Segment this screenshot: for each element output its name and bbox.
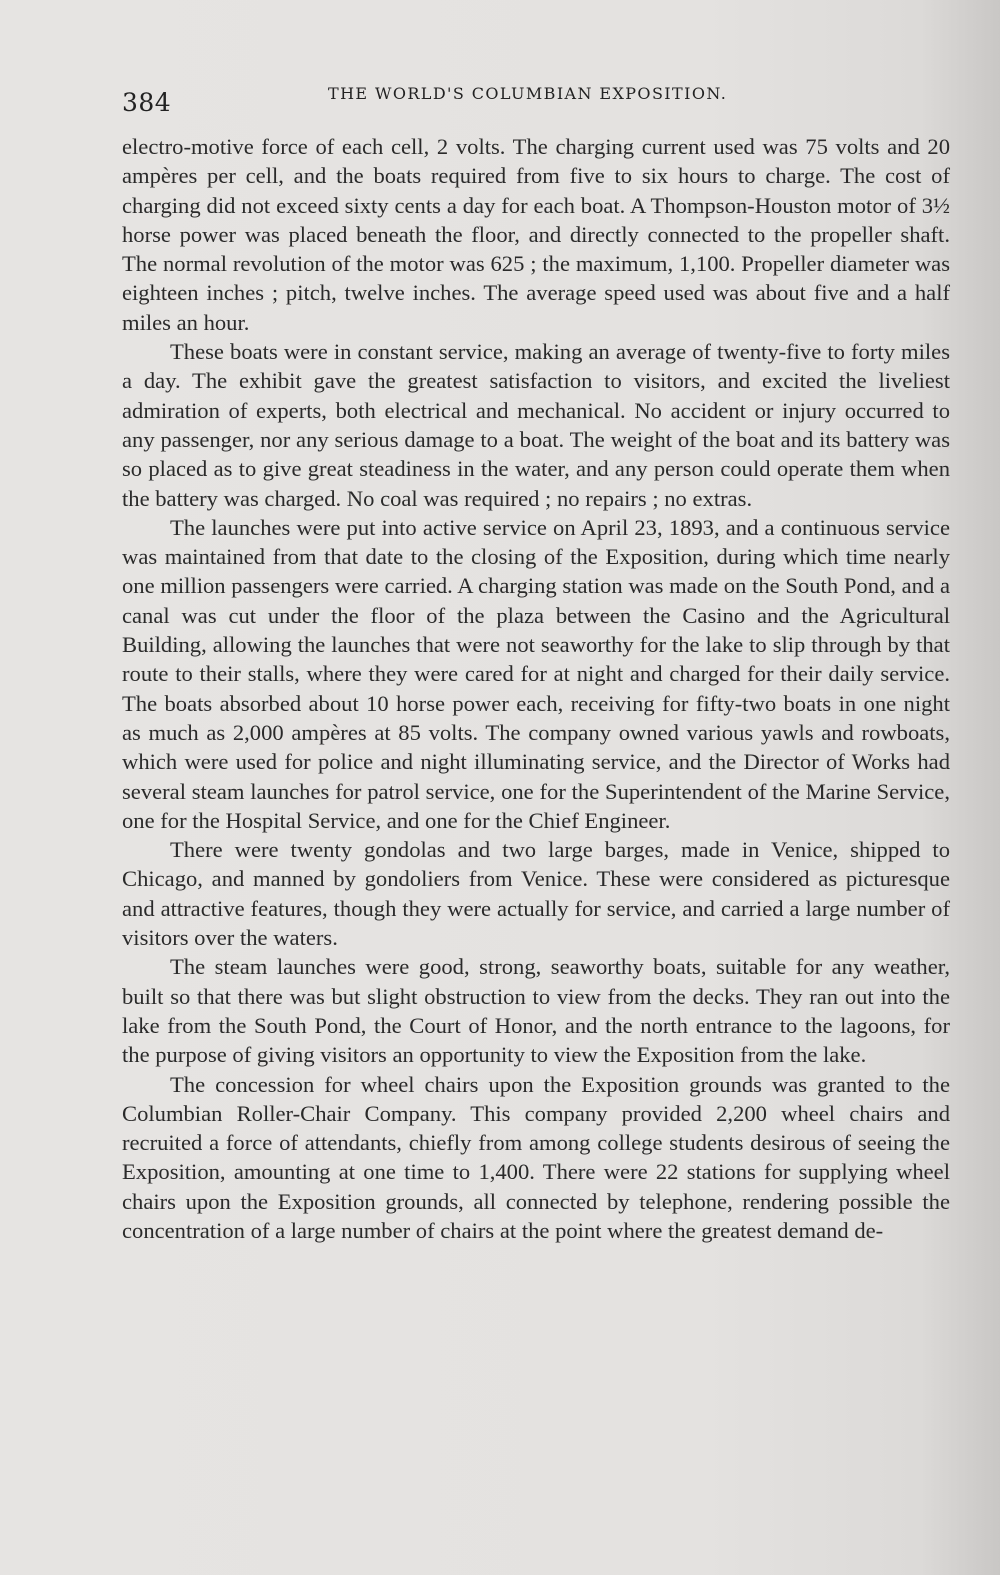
page-number: 384 — [122, 88, 172, 117]
paragraph-boat-service: These boats were in constant service, making an average of twenty-five to forty miles a day. The exhibit gave the greatest satisfaction to visitors, and excited the liveliest admiration of experts, both electrical and mechanical. No accident or injury occurred to any passenger, nor any serious damage to a boat. The weight of the boat and its battery was so placed as to give great steadiness in the water, and any person could operate them when the battery was charged. No coal was required ; no repairs ; no extras. — [122, 339, 950, 511]
paragraph-gondolas: There were twenty gondolas and two large barges, made in Venice, shipped to Chicago, and manned by gondoliers from Venice. These were considered as picturesque and attractive features, though they were actually for service, and carried a large number of visitors over the waters. — [122, 837, 950, 951]
paragraph-steam-launches: The steam launches were good, strong, seaworthy boats, suitable for any weather, built so that there was but slight obstruction to view from the decks. They ran out into the lake from the South Pond, the Court of Honor, and the north entrance to the lagoons, for the purpose of giving visitors an opportunity to view the Exposition from the lake. — [122, 954, 950, 1068]
paragraph-wheel-chairs: The concession for wheel chairs upon the Exposition grounds was granted to the Columbian Roller-Chair Company. This company provided 2,200 wheel chairs and recruited a force of attendants, chiefly from among college students desirous of seeing the Exposition, amounting at one time to 1,400. There were 22 stations for supplying wheel chairs upon the Exposition grounds, all connected by telephone, rendering possible the concentration of a large number of chairs at the point where the greatest demand de- — [122, 1071, 950, 1243]
page-header — [118, 78, 954, 118]
running-title: THE WORLD'S COLUMBIAN EXPOSITION. — [328, 84, 728, 103]
paragraph-launches: The launches were put into active service on April 23, 1893, and a continuous service was maintained from that date to the closing of the Exposition, during which time nearly one million passengers were carried. A charging station was made on the South Pond, and a canal was cut under the floor of the plaza between the Casino and the Agricultural Building, allowing the launches that were not seaworthy for the lake to slip through by that route to their stalls, where they were cared for at night and charged for their daily service. The boats absorbed about 10 horse power each, receiving for fifty-two boats in one night as much as 2,000 ampères at 85 volts. The company owned various yawls and rowboats, which were used for police and night illuminating service, and the Director of Works had several steam launches for patrol service, one for the Superintendent of the Marine Service, one for the Hospital Service, and one for the Chief Engineer. — [122, 514, 950, 833]
body-text — [122, 132, 950, 1245]
paragraph-motor-specs: electro-motive force of each cell, 2 volts. The charging current used was 75 volts and 20 ampères per cell, and the boats required from five to six hours to charge. The cost of charging did not exceed sixty cents a day for each boat. A Thompson-Houston motor of 3½ horse power was placed beneath the floor, and directly connected to the propeller shaft. The normal revolution of the motor was 625 ; the maximum, 1,100. Propeller diameter was eighteen inches ; pitch, twelve inches. The average speed used was about five and a half miles an hour. — [122, 134, 950, 335]
